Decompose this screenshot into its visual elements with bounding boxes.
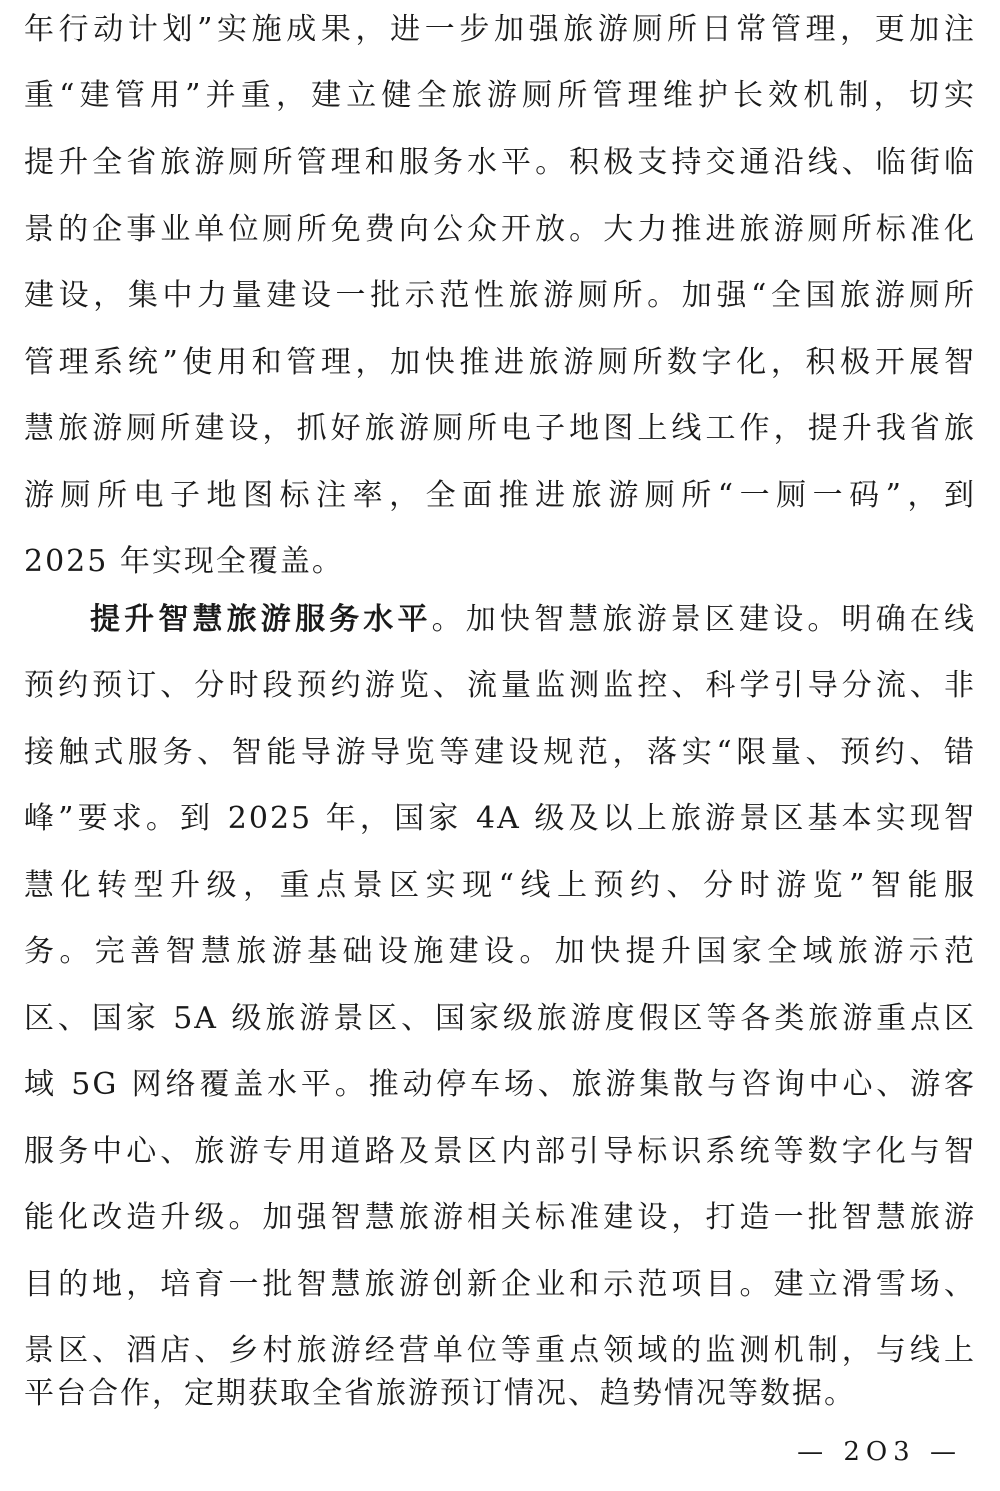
paragraph-line: 慧化转型升级，重点景区实现“线上预约、分时游览”智能服: [24, 868, 976, 903]
paragraph-line: 预约预订、分时段预约游览、流量监测监控、科学引导分流、非: [24, 668, 976, 703]
paragraph-line: 慧旅游厕所建设，抓好旅游厕所电子地图上线工作，提升我省旅: [24, 411, 976, 446]
paragraph-line: 服务中心、旅游专用道路及景区内部引导标识系统等数字化与智: [24, 1134, 976, 1169]
paragraph-line: 年行动计划”实施成果，进一步加强旅游厕所日常管理，更加注: [24, 12, 976, 47]
paragraph-line: 景区、酒店、乡村旅游经营单位等重点领域的监测机制，与线上: [24, 1333, 976, 1368]
paragraph-line: 游厕所电子地图标注率，全面推进旅游厕所“一厕一码”，到: [24, 478, 976, 513]
paragraph-line: 景的企事业单位厕所免费向公众开放。大力推进旅游厕所标准化: [24, 212, 976, 247]
paragraph-line: 区、国家 5A 级旅游景区、国家级旅游度假区等各类旅游重点区: [24, 1001, 976, 1036]
paragraph-line: 域 5G 网络覆盖水平。推动停车场、旅游集散与咨询中心、游客: [24, 1067, 976, 1102]
paragraph-line: 目的地，培育一批智慧旅游创新企业和示范项目。建立滑雪场、: [24, 1267, 976, 1302]
paragraph-line: 能化改造升级。加强智慧旅游相关标准建设，打造一批智慧旅游: [24, 1200, 976, 1235]
paragraph-line: 建设，集中力量建设一批示范性旅游厕所。加强“全国旅游厕所: [24, 278, 976, 313]
paragraph-line: 务。完善智慧旅游基础设施建设。加快提升国家全域旅游示范: [24, 934, 976, 969]
paragraph-line: 2025 年实现全覆盖。: [24, 544, 344, 579]
paragraph-first-line: [90, 600, 976, 640]
paragraph-line: 平台合作，定期获取全省旅游预订情况、趋势情况等数据。: [24, 1376, 856, 1411]
paragraph-line: 重“建管用”并重，建立健全旅游厕所管理维护长效机制，切实: [24, 78, 976, 113]
bold-lead-heading: 提升智慧旅游服务水平: [90, 602, 432, 637]
page-number: — 2O3 —: [797, 1437, 962, 1467]
paragraph-line: 峰”要求。到 2025 年，国家 4A 级及以上旅游景区基本实现智: [24, 801, 976, 836]
paragraph-line: 管理系统”使用和管理，加快推进旅游厕所数字化，积极开展智: [24, 345, 976, 380]
paragraph-line: 提升全省旅游厕所管理和服务水平。积极支持交通沿线、临街临: [24, 145, 976, 180]
paragraph-line: 接触式服务、智能导游导览等建设规范，落实“限量、预约、错: [24, 735, 976, 770]
first-line-rest: 。加快智慧旅游景区建设。明确在线: [431, 602, 977, 637]
